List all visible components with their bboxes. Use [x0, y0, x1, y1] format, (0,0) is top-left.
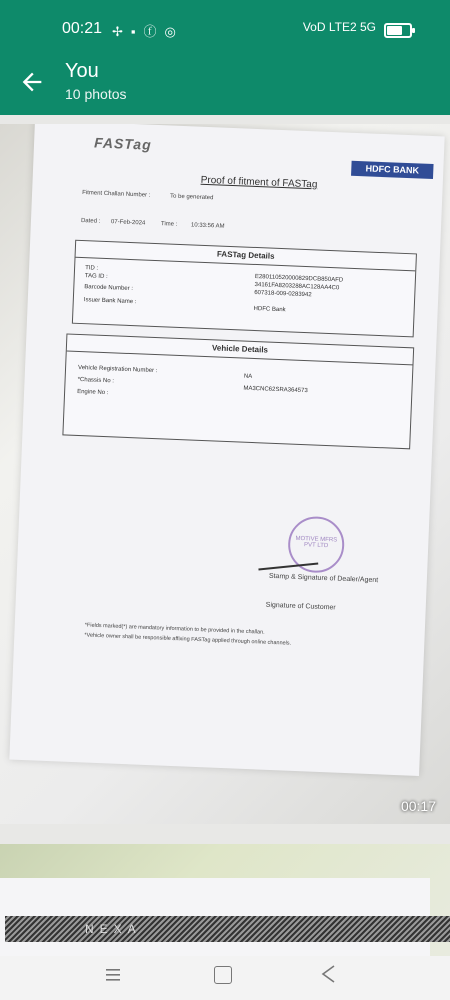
tag-id-value: 34161FA8203288AC128AA4C0: [254, 281, 340, 292]
menu-icon[interactable]: [104, 966, 122, 984]
dated-value: 07-Feb-2024: [110, 219, 146, 227]
footnote-1: *Fields marked(*) are mandatory information to be provided in the challan.: [84, 622, 265, 636]
facebook-icon: ⓕ: [143, 24, 165, 39]
notification-icon: ▪: [130, 24, 144, 39]
time-value: 10:33:56 AM: [190, 222, 225, 230]
fastag-document-image: [9, 124, 444, 776]
dealer-stamp: MOTIVE MFRS PVT LTD: [287, 516, 345, 574]
issuer-label: Issuer Bank Name :: [83, 297, 137, 306]
system-nav-bar: [0, 956, 450, 1000]
photo-thumbnail-2[interactable]: [0, 844, 450, 956]
dated-label: Dated :: [80, 217, 101, 225]
nexa-banner: NEXA: [5, 916, 450, 942]
reg-value: NA: [243, 373, 253, 380]
tag-id-label: TAG ID :: [84, 273, 108, 281]
fastag-logo: FASTag: [93, 134, 153, 153]
video-duration: 00:17: [400, 798, 436, 814]
back-triangle-icon[interactable]: [320, 964, 338, 984]
status-bar: [0, 0, 450, 58]
vehicle-details-box: [62, 333, 414, 449]
arrow-left-icon[interactable]: [18, 68, 46, 96]
tid-label: TID :: [84, 265, 99, 272]
chassis-value: MA3CNC62SRA364573: [243, 385, 308, 395]
challan-label: Fitment Challan Number :: [81, 189, 151, 199]
battery-icon: [384, 23, 412, 38]
reg-label: Vehicle Registration Number :: [77, 364, 158, 375]
photo-count: 10 photos: [65, 86, 127, 102]
barcode-value: 607318-009-0283942: [254, 289, 312, 299]
fan-icon: ✢: [112, 24, 131, 39]
photo-thumbnail-1[interactable]: [0, 124, 450, 824]
status-left-icons: [112, 21, 184, 40]
doc-title: Proof of fitment of FASTag: [200, 174, 318, 191]
battery-level: [387, 26, 402, 35]
app-bar: [0, 58, 450, 115]
network-indicator: VoD LTE2 5G: [302, 20, 376, 34]
customer-sign-label: Signature of Customer: [265, 601, 336, 612]
home-icon[interactable]: [214, 966, 232, 984]
challan-value: To be generated: [169, 193, 214, 202]
bank-logo: HDFC BANK: [351, 161, 434, 179]
fastag-details-heading: FASTag Details: [76, 241, 416, 272]
vpn-icon: ◎: [164, 24, 184, 39]
dealer-sign-label: Stamp & Signature of Dealer/Agent: [268, 572, 379, 585]
status-time: 00:21: [62, 20, 103, 37]
issuer-value: HDFC Bank: [253, 305, 286, 314]
engine-label: Engine No :: [77, 388, 109, 397]
chassis-label: *Chassis No :: [77, 376, 115, 385]
footnote-2: *Vehicle owner shall be responsible affixing FASTag applied through online channels.: [84, 632, 292, 647]
vehicle-details-heading: Vehicle Details: [67, 335, 413, 366]
fastag-details-box: [72, 240, 417, 338]
chat-title[interactable]: You: [65, 60, 99, 82]
time-label: Time :: [160, 221, 178, 228]
barcode-label: Barcode Number :: [84, 284, 134, 293]
tid-value: E280110520000829DCB850AFD: [254, 273, 344, 284]
